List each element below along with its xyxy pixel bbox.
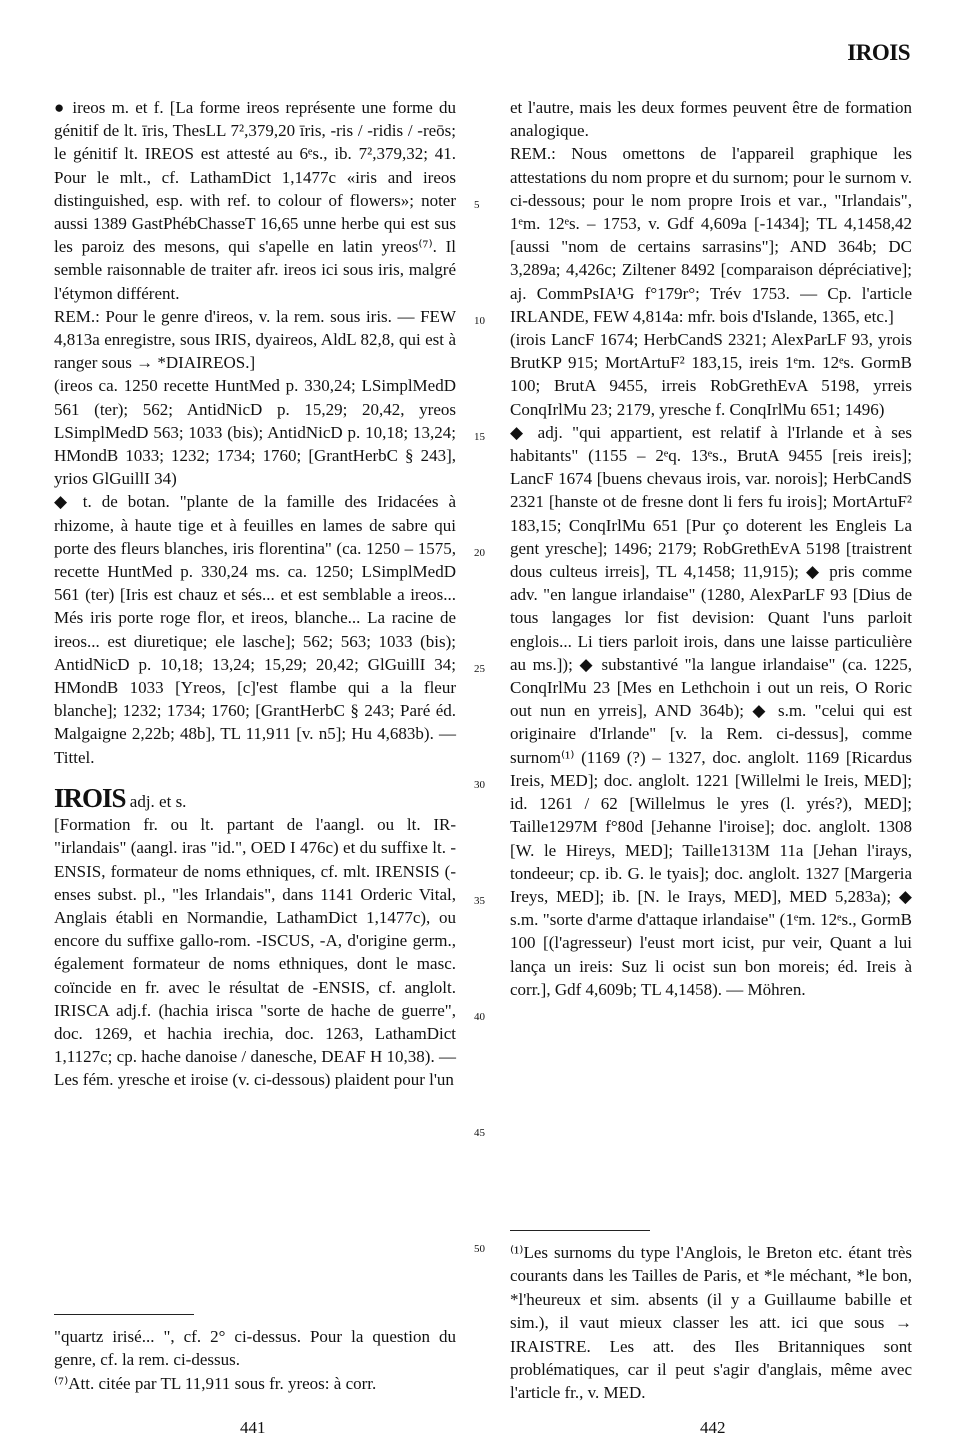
line-number: 5: [474, 199, 480, 211]
ireos-entry-rem: REM.: Pour le genre d'ireos, v. la rem. sous iris. — FEW 4,813a enregistre, sous IRIS, dyaireos, AldL 82,8, qui est à ranger sous → *DIAIREOS.]: [54, 306, 456, 373]
irois-forms: (irois LancF 1674; HerbCandS 2321; AlexParLF 93, yrois BrutKP 915; MortArtuF² 183,15, ireis 1ᵉm. 12ᵉs. GormB 100; BrutA 9455, irreis RobGrethEvA 5198, yrreis ConqIrlMu 23; 2179, yresche f. ConqIrlMu 651; 1496): [510, 330, 912, 419]
footnote-right-1: ⁽¹⁾Les surnoms du type l'Anglois, le Breton etc. étant très courants dans les Tailles de Paris, et *le méchant, *le bon, *l'heureux et sim. absents (il y a Guillaume babille et sim.), il vaut mieux classer les att. ici que sous → IRAISTRE. Les att. des Iles Britanniques sont problématiques, car il peut s'agir d'anglais, même avec l'article fr., v. MED.: [510, 1243, 912, 1403]
footnote-rule: [510, 1230, 650, 1231]
irois-entry-head: [54, 782, 456, 813]
left-column: [54, 96, 456, 1092]
irois-rem: REM.: Nous omettons de l'appareil graphique les attestations du nom propre et du surnom; pour le surnom v. ci-dessous; pour le nom propre Irois et var., "Irlandais", 1ᵉm. 12ᵉs. – 1753, v. Gdf 4,609a [-1434]; TL 4,1458,42 [aussi "nom de certains sarrasins"]; AND 364b; DC 3,289a; 4,426c; Ziltener 8492 [comparaison dépréciative]; aj. CommPsIA¹G f°179r°; Trév 1753. — Cp. l'article IRLANDE, FEW 4,814a: mfr. bois d'Islande, 1365, etc.]: [510, 144, 912, 326]
line-number: 40: [474, 1011, 485, 1023]
line-number: 15: [474, 431, 485, 443]
irois-continuation: et l'autre, mais les deux formes peuvent être de formation analogique.: [510, 98, 912, 141]
line-number: 45: [474, 1127, 485, 1139]
irois-pos: adj. et s.: [129, 791, 187, 811]
ireos-entry-sense: ◆ t. de botan. "plante de la famille des Iridacées à rhizome, à haute tige et à feuilles en lames de sabre qui porte des fleurs blanches, iris florentina" (ca. 1250 – 1575, recette HuntMed p. 330,24 ms. ca. 1250; LSimplMedD 561 (ter) [Iris est chauz et sés... et est semblable a ireos... Més iris porte roge flor, et ireos, blanche... La racine de ireos... est diuretique; ele lasche]; 562; 563; 1033 (bis); AntidNicD p. 10,18; 13,24; 15,29; 20,42; GlGuillI 34; HMondB 1033 [Yreos, [c]'est flambe qui a la fleur blanche]; 1232; 1734; 1760; [GrantHerbC § 243; Paré éd. Malgaigne 2,22b; 48b], TL 11,911 [v. n5]; Hu 4,683b). — Tittel.: [54, 492, 456, 767]
line-number: 10: [474, 315, 485, 327]
running-head: IROIS: [847, 40, 910, 65]
ireos-entry-forms: (ireos ca. 1250 recette HuntMed p. 330,24; LSimplMedD 561 (ter); 562; AntidNicD p. 15,29; 20,42, yreos LSimplMedD 563; 1033 (bis); AntidNicD p. 10,18; 13,24; HMondB 1033; 1232; 1734; 1760; [GrantHerbC § 243], yrios GlGuillI 34): [54, 376, 456, 489]
footnote-rule: [54, 1314, 194, 1315]
footnote-left-2: ⁽⁷⁾Att. citée par TL 11,911 sous fr. yreos: à corr.: [54, 1373, 377, 1393]
line-number: 30: [474, 779, 485, 791]
line-number: 35: [474, 895, 485, 907]
right-column: [510, 96, 912, 1001]
ireos-entry-p1: ● ireos m. et f. [La forme ireos représente une forme du génitif de lt. īris, ThesLL 7²,379,20 īris, -ris / -ridis / -reōs; le génitif lt. IREOS est attesté au 6ᵉs., ib. 7²,379,32; 41. Pour le mlt., cf. LathamDict 1,1477c «iris and ireos distinguished, esp. with ref. to colour of flowers»; noter aussi 1389 GastPhébChasseT 16,65 unne herbe qui est sus les paroiz des mesons, qui s'apelle en latin yreos⁽⁷⁾. Il semble raisonnable de traiter afr. ireos ici sous iris, malgré l'étymon différent.: [54, 98, 456, 303]
line-number: 25: [474, 663, 485, 675]
irois-headword: IROIS: [54, 782, 126, 813]
page-number-left: 441: [240, 1418, 266, 1437]
irois-senses: ◆ adj. "qui appartient, est relatif à l'Irlande et à ses habitants" (1155 – 2ᵉq. 13ᵉs., BrutA 9455 [reis ireis]; LancF 1674 [buens chevaus irois, var. norois]; HerbCandS 2321 [hanste ot de fresne dont li fers fu irois]; MortArtuF² 183,15; ConqIrlMu 651 [Pur ço doterent les Engleis La gent yresche]; 1496; 2179; RobGrethEvA 5198 [traistrent dous culteus irreis], TL 4,1458; 11,915); ◆ pris comme adv. "en langue irlandaise" (1280, AlexParLF 93 [Dius de tous langages lor fist devision: Quant l'uns parloit englois... Li tiers parloit irois, dans une laisse particulière au ms.]); ◆ substantivé "la langue irlandaise" (ca. 1225, ConqIrlMu 23 [Mes en Lethchoin i out un reis, O Roric out nun en yrreis], AND 364b); ◆ s.m. "celui qui est originaire d'Irlande" [v. la Rem. ci-dessus], comme surnom⁽¹⁾ (1169 (?) – 1327, doc. anglolt. 1169 [Ricardus Ireis, MED]; doc. anglolt. 1221 [Willelmi le Ireis, MED]; id. 1261 / 62 [Willelmus le yres (l. yrés?), MED]; Taille1297M f°80d [Jehanne l'iroise]; doc. anglolt. 1308 [W. le Hireys, MED]; Taille1313M 11a [Jehan l'irays, tondeeur; cp. ib. G. le tyais]; doc. anglolt. 1327 [Margeria Ireys, MED]; ib. [N. le Irays, MED], MED 5,283a); ◆ s.m. "sorte d'arme d'attaque irlandaise" (1ᵉm. 12ᵉs., GormB 100 [(l'agresseur) l'eust mort icist, pur veir, Quant a lui lança un ireis: Suz li ocist sun bon moreis; éd. Ireis à corr.], Gdf 4,609b; TL 4,1458). — Möhren.: [510, 422, 912, 999]
line-number: 20: [474, 547, 485, 559]
page-number-right: 442: [700, 1418, 726, 1437]
irois-etymology: [Formation fr. ou lt. partant de l'aangl. ou lt. IR- "irlandais" (aangl. iras "id.", OED I 476c) et du suffixe lt. -ENSIS, formateur de noms ethniques, cf. mlt. IRENSIS (-enses subst. pl., "les Irlandais", dans 1141 Orderic Vital, Anglais établi en Normandie, LathamDict 1,1477c), ou encore du suffixe gallo-rom. -ISCUS, -A, d'origine germ., également formateur de noms ethniques, dont le masc. coïncide en fr. avec le résultat de -ENSIS, cf. anglolt. IRISCA adj.f. (hachia irisca "sorte de hache de guerre", doc. 1269, et hachia irechia, doc. 1263, LathamDict 1,1127c; cp. hache danoise / danesche, DEAF H 10,38). — Les fém. yresche et iroise (v. ci-dessous) plaident pour l'un: [54, 815, 456, 1090]
right-footnote: [510, 1222, 912, 1405]
line-number: 50: [474, 1243, 485, 1255]
footnote-left-1: "quartz irisé... ", cf. 2° ci-dessus. Pour la question du genre, cf. la rem. ci-dessus.: [54, 1327, 456, 1370]
left-footnotes: [54, 1306, 456, 1395]
